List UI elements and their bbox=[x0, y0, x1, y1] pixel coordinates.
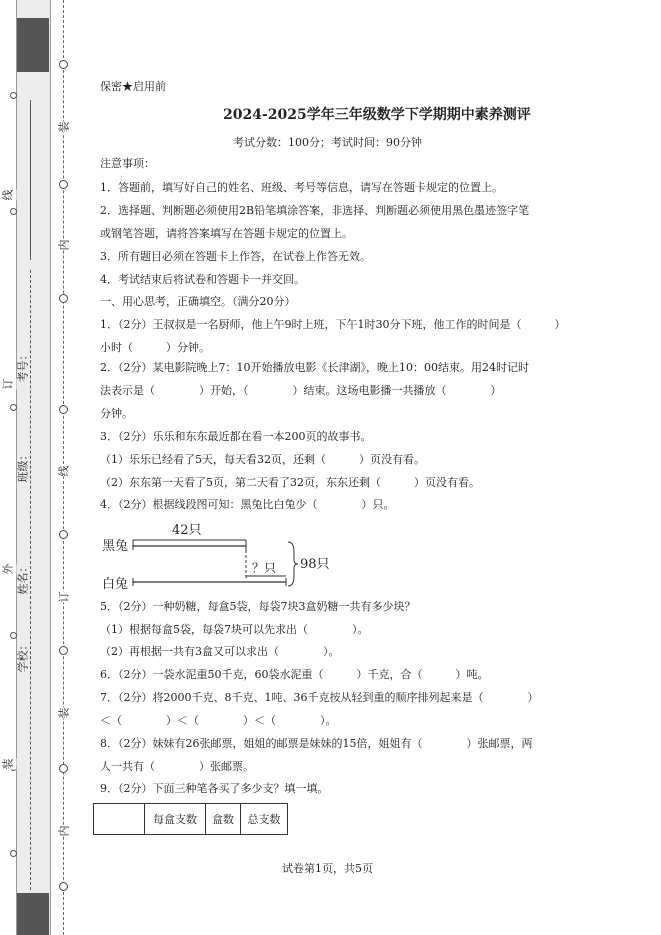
table-cell: 盒数 bbox=[206, 804, 241, 835]
question-2-cont: 分钟。 bbox=[100, 407, 133, 420]
question-7: 7．（2分）将2000千克、8千克、1吨、36千克按从轻到重的顺序排列起来是（ ） bbox=[100, 691, 539, 704]
note-item: 2．选择题、判断题必须使用2B铅笔填涂答案，非选择、判断题必须使用黑色墨迹签字笔 bbox=[100, 204, 530, 217]
section-heading: 一、用心思考，正确填空。（满分20分） bbox=[100, 295, 296, 308]
binding-strip-bottom-block bbox=[17, 893, 49, 935]
binding-hole bbox=[10, 92, 17, 99]
question-6: 6．（2分）一袋水泥重50千克，60袋水泥重（ ）千克，合（ ）吨。 bbox=[100, 668, 489, 681]
binding-hole bbox=[59, 294, 68, 303]
question-5-part-1: （1）根据每盒5袋，每袋7块可以先求出（ ）。 bbox=[100, 623, 369, 636]
question-8-cont: 人一共有（ ）张邮票。 bbox=[100, 760, 254, 773]
binding-word: 订 bbox=[0, 379, 17, 390]
table-cell: 总支数 bbox=[241, 804, 288, 835]
binding-hole bbox=[59, 646, 68, 655]
exam-info: 考试分数：100分；考试时间：90分钟 bbox=[233, 136, 422, 149]
binding-word: 装 bbox=[55, 122, 73, 133]
field-label-exam-number: 考号： bbox=[16, 349, 30, 383]
notes-heading: 注意事项： bbox=[100, 157, 155, 170]
binding-word: 装 bbox=[0, 759, 17, 770]
question-3: 3．（2分）乐乐和东东最近都在看一本200页的故事书。 bbox=[100, 430, 372, 443]
binding-hole bbox=[59, 764, 68, 773]
binding-hole bbox=[10, 850, 17, 857]
diagram-top-label: 42只 bbox=[172, 523, 202, 538]
question-1-cont: 小时（ ）分钟。 bbox=[100, 341, 210, 354]
question-9-table bbox=[93, 803, 288, 835]
question-8: 8．（2分）妹妹有26张邮票，姐姐的邮票是妹妹的15倍，姐姐有（ ）张邮票，两 bbox=[100, 737, 533, 750]
confidential-label: 保密★启用前 bbox=[100, 80, 166, 93]
segment-diagram bbox=[100, 518, 340, 594]
binding-hole bbox=[59, 60, 68, 69]
binding-word: 装 bbox=[55, 708, 73, 719]
field-label-school: 学校： bbox=[16, 639, 30, 673]
question-3-part-2: （2）东东第一天看了5页，第二天看了32页，东东还剩（ ）页没有看。 bbox=[100, 476, 480, 489]
binding-hole bbox=[59, 530, 68, 539]
note-item: 4．考试结束后将试卷和答题卡一并交回。 bbox=[100, 273, 305, 286]
binding-hole bbox=[59, 882, 68, 891]
binding-word: 线 bbox=[55, 466, 73, 477]
note-item: 1．答题前，填写好自己的姓名、班级、考号等信息，请写在答题卡规定的位置上。 bbox=[100, 181, 503, 194]
question-4: 4．（2分）根据线段图可知：黑兔比白兔少（ ）只。 bbox=[100, 498, 395, 511]
field-label-name: 姓名： bbox=[16, 561, 30, 595]
diagram-total-brace bbox=[288, 542, 298, 586]
question-1: 1．（2分）王叔叔是一名厨师，他上午9时上班，下午1时30分下班，他工作的时间是（ ） bbox=[100, 318, 566, 331]
question-3-part-1: （1）乐乐已经看了5天，每天看32页，还剩（ ）页没有看。 bbox=[100, 453, 425, 466]
question-2: 2．（2分）某电影院晚上7：10开始播放电影《长津湖》，晚上10：00结束。用24时记时 bbox=[100, 361, 529, 374]
note-item: 或钢笔答题，请将答案填写在答题卡规定的位置上。 bbox=[100, 227, 353, 240]
page-title: 2024-2025学年三年级数学下学期期中素养测评 bbox=[223, 107, 531, 123]
question-7-cont: ＜（ ）＜（ ）＜（ ）。 bbox=[100, 714, 337, 727]
question-9: 9．（2分）下面三种笔各买了多少支？填一填。 bbox=[100, 782, 329, 795]
table-cell: 每盒支数 bbox=[145, 804, 206, 835]
binding-hole bbox=[10, 208, 17, 215]
binding-word: 内 bbox=[55, 240, 73, 251]
diagram-white-rabbit: 白兔 bbox=[102, 577, 129, 592]
question-5-part-2: （2）再根据一共有3盒又可以求出（ ）。 bbox=[100, 645, 340, 658]
diagram-black-rabbit: 黑兔 bbox=[102, 539, 129, 554]
binding-hole bbox=[10, 632, 17, 639]
diagram-question-label: ？只 bbox=[252, 561, 277, 575]
binding-word: 线 bbox=[0, 190, 17, 201]
field-label-class: 班级： bbox=[16, 449, 30, 483]
binding-line bbox=[30, 100, 31, 260]
binding-word: 订 bbox=[55, 592, 73, 603]
binding-strip-top-block bbox=[17, 18, 49, 72]
binding-hole bbox=[59, 180, 68, 189]
page-footer: 试卷第1页，共5页 bbox=[282, 862, 373, 875]
diagram-total-label: 98只 bbox=[300, 557, 330, 572]
table-cell bbox=[94, 804, 145, 835]
binding-hole bbox=[10, 404, 17, 411]
binding-word: 内 bbox=[55, 826, 73, 837]
binding-word: 外 bbox=[0, 564, 17, 575]
question-2-cont: 法表示是（ ）开始，（ ）结束。这场电影播一共播放（ ） bbox=[100, 384, 502, 397]
table-row bbox=[94, 804, 288, 835]
note-item: 3．所有题目必须在答题卡上作答，在试卷上作答无效。 bbox=[100, 250, 371, 263]
question-5: 5．（2分）一种奶糖，每盒5袋，每袋7块3盒奶糖一共有多少块？ bbox=[100, 600, 416, 613]
binding-hole bbox=[59, 405, 68, 414]
